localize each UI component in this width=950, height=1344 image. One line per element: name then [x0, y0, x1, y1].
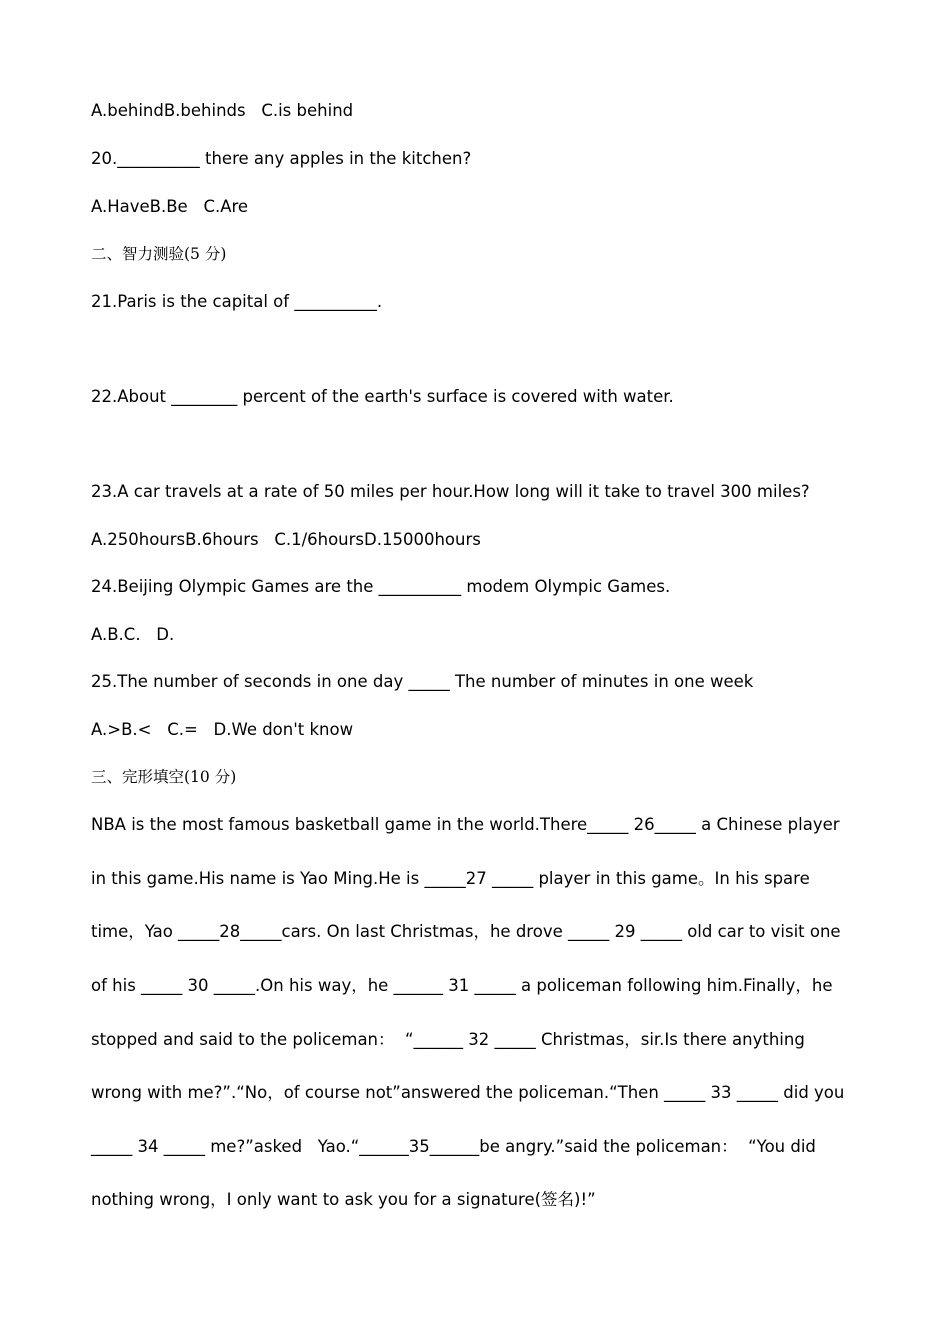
passage-line: nothing wrong，I only want to ask you for a signature(签名)!” [91, 1190, 596, 1209]
passage-line: _____ 34 _____ me?”asked Yao.“______35______be angry.”said the policeman： “You did [91, 1137, 816, 1156]
passage-line: of his _____ 30 _____.On his way，he ______ 31 _____ a policeman following him.Finally，he [91, 976, 833, 995]
q25-question: 25.The number of seconds in one day _____ The number of minutes in one week [91, 672, 754, 691]
q23-options: A.250hoursB.6hours C.1/6hoursD.15000hours [91, 530, 481, 549]
section2-title: 二、智力测验(5 分) [91, 245, 227, 263]
passage-line: NBA is the most famous basketball game in the world.There_____ 26_____ a Chinese player [91, 815, 840, 834]
passage-line: time，Yao _____28_____cars. On last Christmas，he drove _____ 29 _____ old car to visit one [91, 922, 841, 941]
q19-options: A.behindB.behinds C.is behind [91, 101, 354, 120]
q23-question: 23.A car travels at a rate of 50 miles per hour.How long will it take to travel 300 miles? [91, 482, 810, 501]
q24-question: 24.Beijing Olympic Games are the __________ modem Olympic Games. [91, 577, 671, 596]
passage-line: wrong with me?”.“No，of course not”answered the policeman.“Then _____ 33 _____ did you [91, 1083, 845, 1102]
q20-options: A.HaveB.Be C.Are [91, 197, 249, 216]
q25-options: A.>B.< C.= D.We don't know [91, 720, 354, 739]
q20-question: 20.__________ there any apples in the kitchen? [91, 149, 472, 168]
passage-line: stopped and said to the policeman： “______ 32 _____ Christmas，sir.Is there anything [91, 1030, 805, 1049]
passage-line: in this game.His name is Yao Ming.He is _____27 _____ player in this game。In his spare [91, 869, 810, 888]
section3-title: 三、完形填空(10 分) [91, 768, 237, 786]
q21-question: 21.Paris is the capital of __________. [91, 292, 383, 311]
q24-options: A.B.C. D. [91, 625, 175, 644]
q22-question: 22.About ________ percent of the earth's surface is covered with water. [91, 387, 674, 406]
